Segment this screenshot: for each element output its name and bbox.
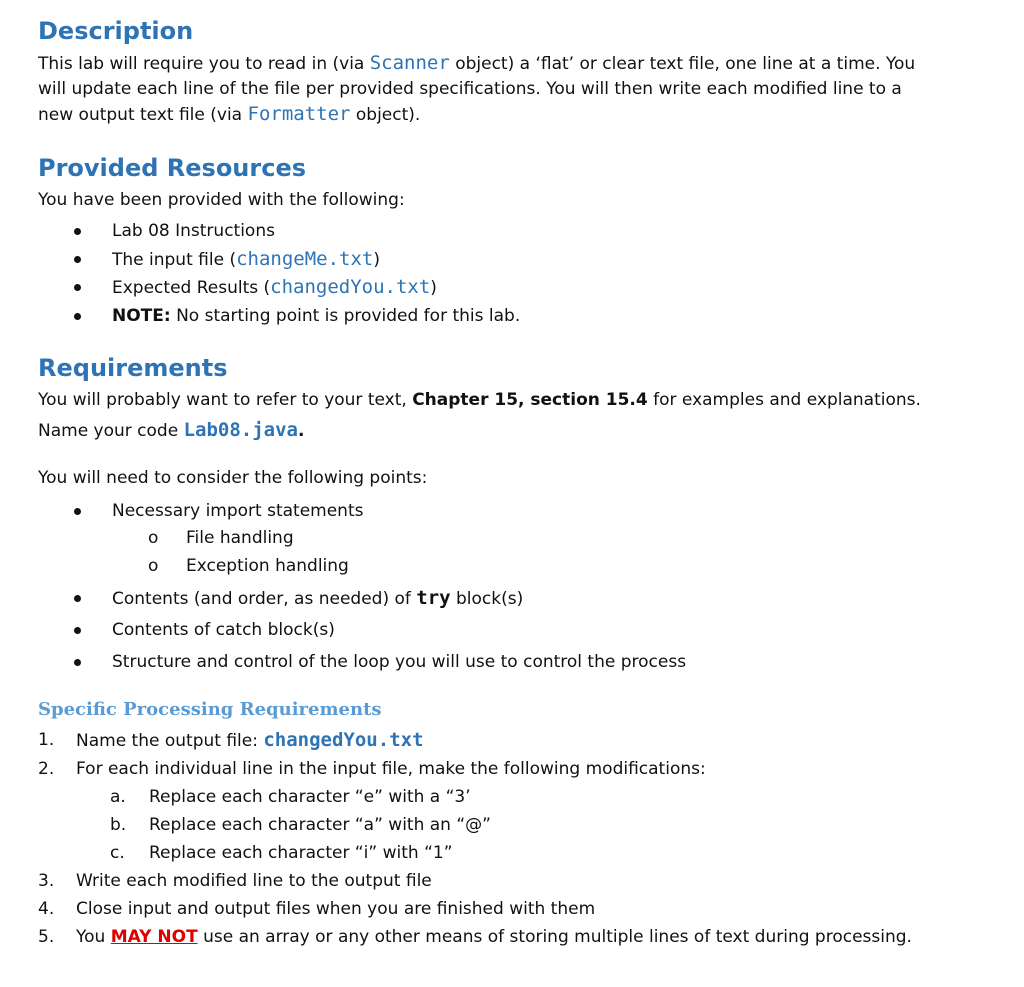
description-heading: Description (38, 17, 194, 45)
resource-item-instructions: Lab 08 Instructions (112, 219, 275, 243)
circle-bullet-icon: o (148, 528, 159, 548)
bullet-icon (74, 627, 81, 634)
processing-step-2: 2. For each individual line in the input file, make the following modifications: (38, 759, 706, 779)
consider-item-catch-block: Contents of catch block(s) (112, 618, 335, 642)
chapter-reference: Chapter 15, section 15.4 (412, 390, 648, 410)
description-line-2: will update each line of the file per provided specifications. You will then write each modified line to a (38, 79, 902, 99)
bullet-icon (74, 256, 81, 263)
modification-b: b. Replace each character “a” with an “@” (110, 815, 491, 835)
specific-processing-heading: Specific Processing Requirements (38, 699, 382, 720)
requirements-line-2: Name your code Lab08.java. (38, 419, 305, 441)
modification-c: c. Replace each character “i” with “1” (110, 843, 453, 863)
processing-step-3: 3. Write each modified line to the output file (38, 871, 432, 891)
lab08-code: Lab08.java (183, 419, 298, 441)
resources-intro: You have been provided with the following: (38, 190, 405, 210)
resource-item-expected-results: Expected Results (changedYou.txt) (112, 275, 437, 300)
processing-step-1: 1. Name the output file: changedYou.txt (38, 729, 424, 751)
bullet-icon (74, 659, 81, 666)
consider-item-imports: Necessary import statements (112, 499, 363, 523)
consider-item-loop: Structure and control of the loop you will use to control the process (112, 650, 686, 674)
requirements-heading: Requirements (38, 354, 228, 382)
resource-item-note: NOTE: No starting point is provided for this lab. (112, 304, 520, 328)
bullet-icon (74, 313, 81, 320)
requirements-line-1: You will probably want to refer to your text, Chapter 15, section 15.4 for examples and explanations. (38, 390, 921, 410)
processing-step-4: 4. Close input and output files when you are finished with them (38, 899, 596, 919)
bullet-icon (74, 508, 81, 515)
bullet-icon (74, 595, 81, 602)
bullet-icon (74, 228, 81, 235)
description-line-3: new output text file (via Formatter object). (38, 103, 421, 125)
formatter-code: Formatter (247, 103, 351, 125)
circle-bullet-icon: o (148, 556, 159, 576)
consider-subitem-file-handling: o File handling (148, 528, 294, 548)
resource-item-input-file: The input file (changeMe.txt) (112, 247, 380, 272)
may-not-warning: MAY NOT (110, 927, 198, 947)
output-filename-code: changedYou.txt (263, 729, 424, 751)
scanner-code: Scanner (369, 52, 450, 74)
modification-a: a. Replace each character “e” with a “3’ (110, 787, 471, 807)
changedyou-code: changedYou.txt (270, 276, 431, 298)
consider-subitem-exception-handling: o Exception handling (148, 556, 349, 576)
consider-intro: You will need to consider the following points: (38, 468, 428, 488)
description-line-1: This lab will require you to read in (via Scanner object) a ‘flat’ or clear text file, one line at a time. You (38, 52, 916, 74)
consider-item-try-block: Contents (and order, as needed) of try block(s) (112, 586, 523, 611)
provided-resources-heading: Provided Resources (38, 154, 307, 182)
try-code: try (416, 587, 451, 609)
processing-step-5: 5. You MAY NOT use an array or any other means of storing multiple lines of text during processing. (38, 927, 912, 947)
bullet-icon (74, 284, 81, 291)
changeme-code: changeMe.txt (236, 248, 374, 270)
